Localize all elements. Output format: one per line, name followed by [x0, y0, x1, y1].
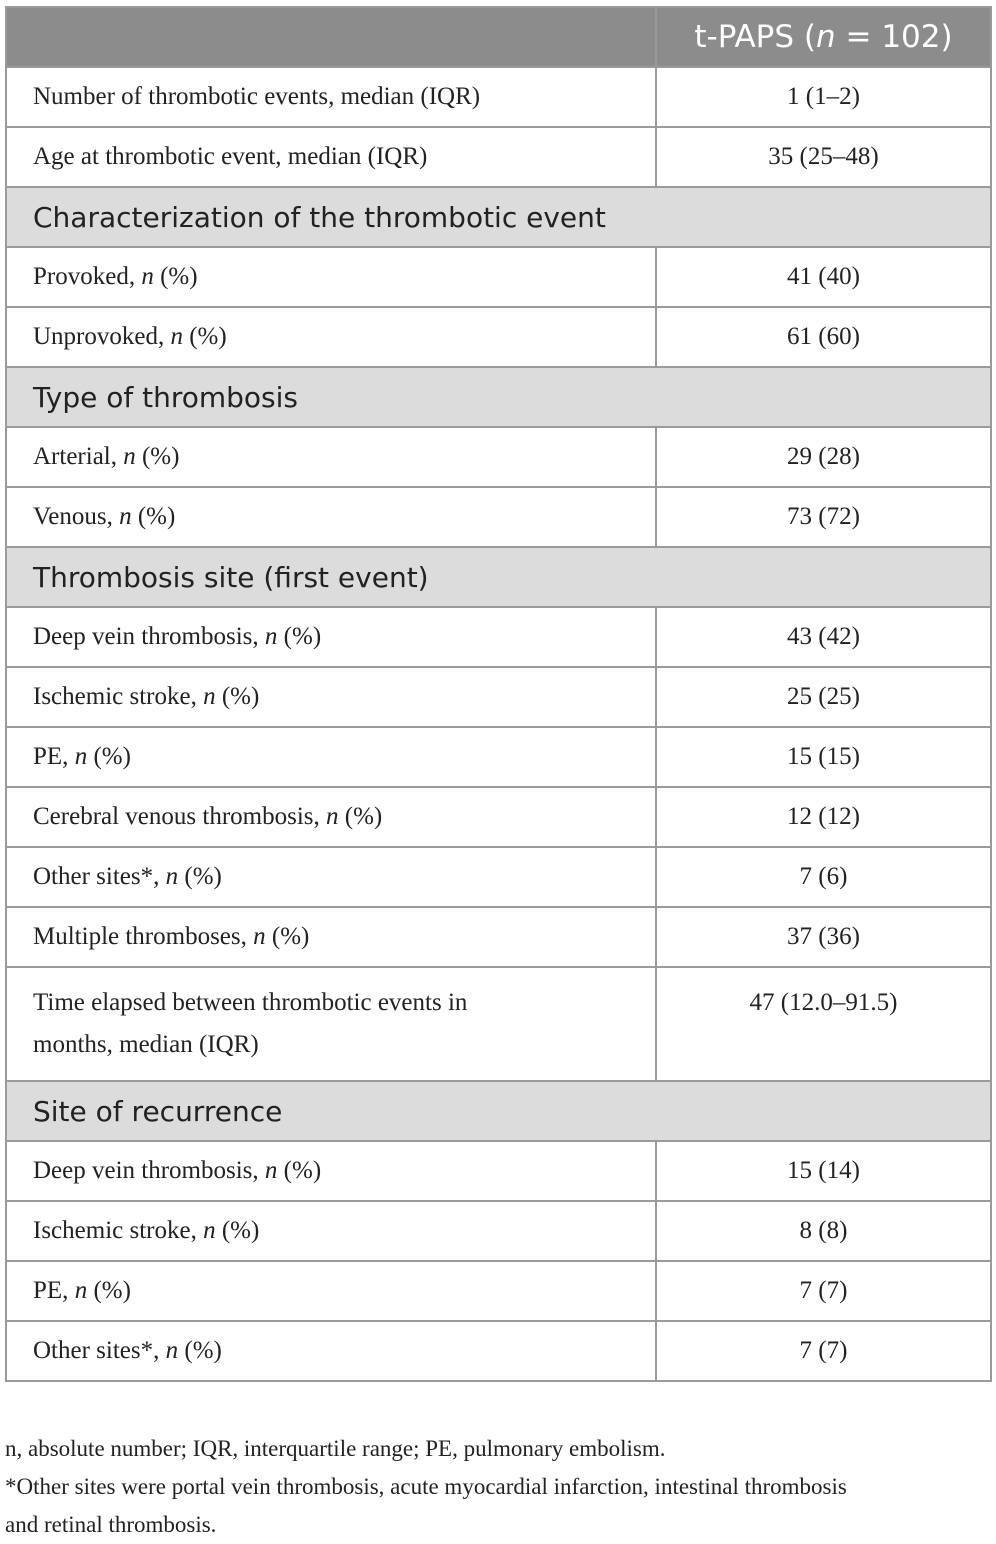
row-label: Arterial, n (%) — [6, 427, 656, 487]
header-blank-cell — [6, 7, 656, 67]
table-row — [6, 1261, 991, 1321]
row-value: 29 (28) — [656, 427, 991, 487]
row-label: Other sites*, n (%) — [6, 847, 656, 907]
header-tpaps-suffix: = 102) — [835, 19, 953, 55]
table-row — [6, 787, 991, 847]
row-label: Time elapsed between thrombotic events in months, median (IQR) — [6, 967, 656, 1081]
header-tpaps — [656, 7, 991, 67]
header-n-symbol: n — [815, 19, 836, 55]
row-label: Ischemic stroke, n (%) — [6, 667, 656, 727]
section-heading: Characterization of the thrombotic event — [6, 187, 991, 247]
row-value: 43 (42) — [656, 607, 991, 667]
table-row — [6, 847, 991, 907]
row-value: 73 (72) — [656, 487, 991, 547]
row-value: 37 (36) — [656, 907, 991, 967]
section-heading: Thrombosis site (first event) — [6, 547, 991, 607]
section-row — [6, 1081, 991, 1141]
table-row — [6, 67, 991, 127]
table-header-row — [6, 7, 991, 67]
table-row — [6, 247, 991, 307]
table-row — [6, 667, 991, 727]
row-label: PE, n (%) — [6, 727, 656, 787]
row-label: Multiple thromboses, n (%) — [6, 907, 656, 967]
section-row — [6, 547, 991, 607]
section-row — [6, 187, 991, 247]
table-row — [6, 1141, 991, 1201]
row-label: Cerebral venous thrombosis, n (%) — [6, 787, 656, 847]
table-row — [6, 427, 991, 487]
table-row — [6, 487, 991, 547]
row-label: Provoked, n (%) — [6, 247, 656, 307]
row-value: 7 (6) — [656, 847, 991, 907]
table-row — [6, 127, 991, 187]
table-row — [6, 727, 991, 787]
footnote-line-2: and retinal thrombosis. — [5, 1512, 217, 1537]
table-row — [6, 1201, 991, 1261]
row-value: 1 (1–2) — [656, 67, 991, 127]
row-value: 8 (8) — [656, 1201, 991, 1261]
header-tpaps-prefix: t-PAPS ( — [694, 19, 816, 55]
row-value: 25 (25) — [656, 667, 991, 727]
row-value: 12 (12) — [656, 787, 991, 847]
table-row — [6, 967, 991, 1081]
table-row — [6, 307, 991, 367]
section-heading: Site of recurrence — [6, 1081, 991, 1141]
row-label: Unprovoked, n (%) — [6, 307, 656, 367]
row-label: Venous, n (%) — [6, 487, 656, 547]
table-row — [6, 1321, 991, 1381]
table-row — [6, 607, 991, 667]
row-value: 47 (12.0–91.5) — [656, 967, 991, 1081]
row-label: PE, n (%) — [6, 1261, 656, 1321]
thrombosis-table — [5, 6, 992, 1382]
section-row — [6, 367, 991, 427]
table-row — [6, 907, 991, 967]
row-label: Other sites*, n (%) — [6, 1321, 656, 1381]
row-value: 41 (40) — [656, 247, 991, 307]
row-value: 7 (7) — [656, 1321, 991, 1381]
table-notes — [5, 1430, 996, 1544]
row-label: Number of thrombotic events, median (IQR) — [6, 67, 656, 127]
row-value: 35 (25–48) — [656, 127, 991, 187]
row-label: Deep vein thrombosis, n (%) — [6, 607, 656, 667]
row-value: 15 (15) — [656, 727, 991, 787]
section-heading: Type of thrombosis — [6, 367, 991, 427]
row-label: Age at thrombotic event, median (IQR) — [6, 127, 656, 187]
footnote-line-1: *Other sites were portal vein thrombosis, acute myocardial infarction, intestinal thrombosis — [5, 1474, 847, 1499]
abbreviations-note: n, absolute number; IQR, interquartile range; PE, pulmonary embolism. — [5, 1436, 666, 1461]
row-label: Deep vein thrombosis, n (%) — [6, 1141, 656, 1201]
row-value: 15 (14) — [656, 1141, 991, 1201]
row-value: 61 (60) — [656, 307, 991, 367]
table-container — [5, 6, 990, 1382]
row-value: 7 (7) — [656, 1261, 991, 1321]
row-label: Ischemic stroke, n (%) — [6, 1201, 656, 1261]
